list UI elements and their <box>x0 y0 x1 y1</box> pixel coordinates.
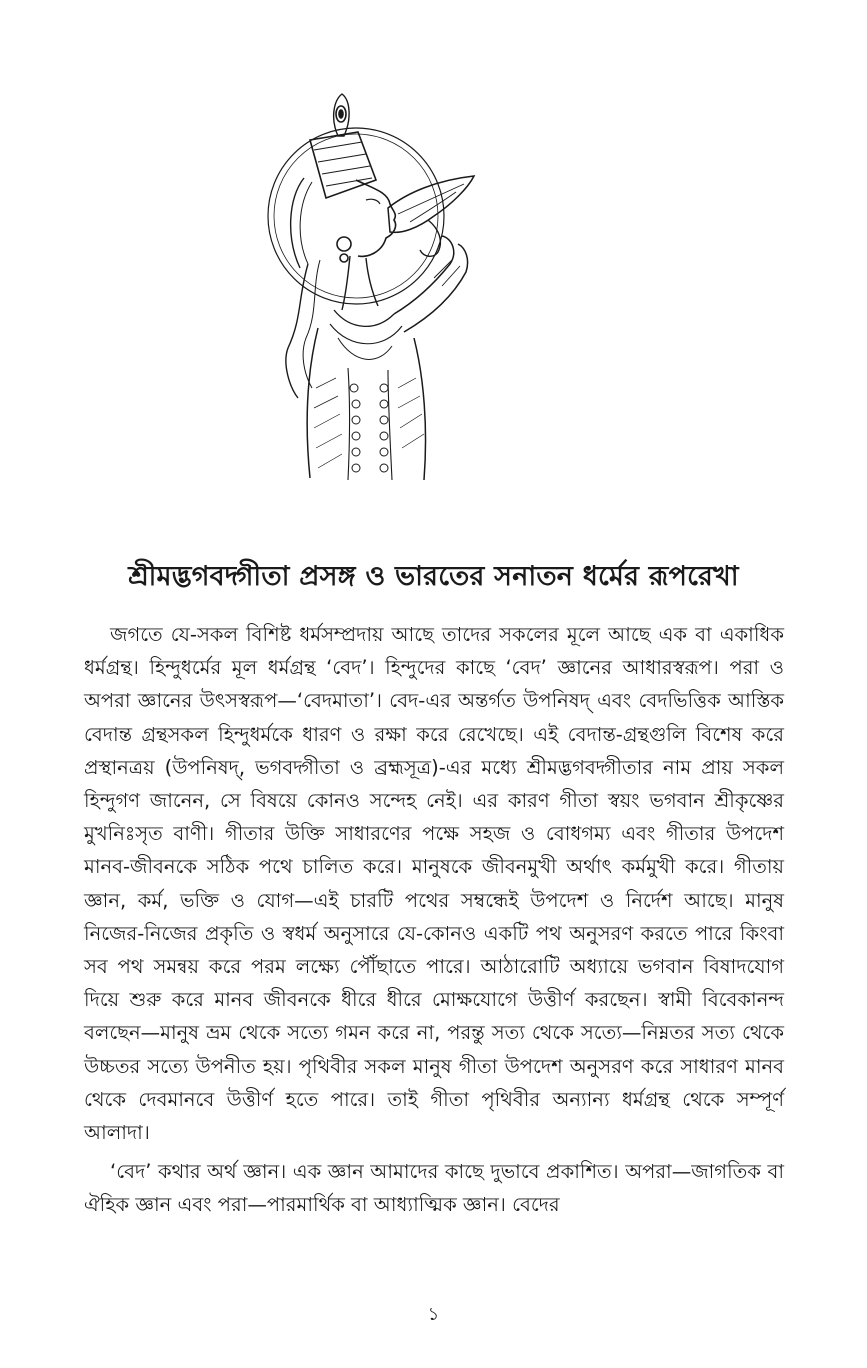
paragraph: ‘বেদ’ কথার অর্থ জ্ঞান। এক জ্ঞান আমাদের কাছে দুভাবে প্রকাশিত। অপরা—জাগতিক বা ঐহিক জ্ঞান এবং পরা—পারমার্থিক বা আধ্যাত্মিক জ্ঞান। বেদের <box>84 1160 784 1217</box>
page-number: ১ <box>427 1304 440 1325</box>
body-text <box>84 618 784 1222</box>
paragraph: জগতে যে-সকল বিশিষ্ট ধর্মসম্প্রদায় আছে তাদের সকলের মূলে আছে এক বা একাধিক ধর্মগ্রন্থ। হিন্দুধর্মের মূল ধর্মগ্রন্থ ‘বেদ’। হিন্দুদের কাছে ‘বেদ’ জ্ঞানের আধারস্বরূপ। পরা ও অপরা জ্ঞানের উৎসস্বরূপ—‘বেদমাতা’। বেদ-এর অন্তর্গত উপনিষদ্ এবং বেদভিত্তিক আস্তিক বেদান্ত গ্রন্থসকল হিন্দুধর্মকে ধারণ ও রক্ষা করে রেখেছে। এই বেদান্ত-গ্রন্থগুলি বিশেষ করে প্রস্থানত্রয় (উপনিষদ্, ভগবদ্গীতা ও ব্রহ্মসূত্র)-এর মধ্যে শ্রীমদ্ভগবদ্গীতার নাম প্রায় সকল হিন্দুগণ জানেন, সে বিষয়ে কোনও সন্দেহ নেই। এর কারণ গীতা স্বয়ং ভগবান শ্রীকৃষ্ণের মুখনিঃসৃত বাণী। গীতার উক্তি সাধারণের পক্ষে সহজ ও বোধগম্য এবং গীতার উপদেশ মানব-জীবনকে সঠিক পথে চালিত করে। মানুষকে জীবনমুখী অর্থাৎ কর্মমুখী করে। গীতায় জ্ঞান, কর্ম, ভক্তি ও যোগ—এই চারটি পথের সম্বন্ধেই উপদেশ ও নির্দেশ আছে। মানুষ নিজের-নিজের প্রকৃতি ও স্বধর্ম অনুসারে যে-কোনও একটি পথ অনুসরণ করতে পারে কিংবা সব পথ সমন্বয় করে পরম লক্ষ্যে পৌঁছাতে পারে। আঠারোটি অধ্যায়ে ভগবান বিষাদযোগ দিয়ে শুরু করে মানব জীবনকে ধীরে ধীরে মোক্ষযোগে উত্তীর্ণ করছেন। স্বামী বিবেকানন্দ বলছেন—মানুষ ভ্রম থেকে সত্যে গমন করে না, পরন্তু সত্য থেকে সত্যে—নিম্নতর সত্য থেকে উচ্চতর সত্যে উপনীত হয়। পৃথিবীর সকল মানুষ গীতা উপদেশ অনুসরণ করে সাধারণ মানব থেকে দেবমানবে উত্তীর্ণ হতে পারে। তাই গীতা পৃথিবীর অন্যান্য ধর্মগ্রন্থ থেকে সম্পূর্ণ আলাদা। <box>84 623 784 1145</box>
krishna-conch-illustration <box>238 88 498 483</box>
chapter-title: শ্রীমদ্ভগবদ্গীতা প্রসঙ্গ ও ভারতের সনাতন ধর্মের রূপরেখা <box>128 561 739 592</box>
